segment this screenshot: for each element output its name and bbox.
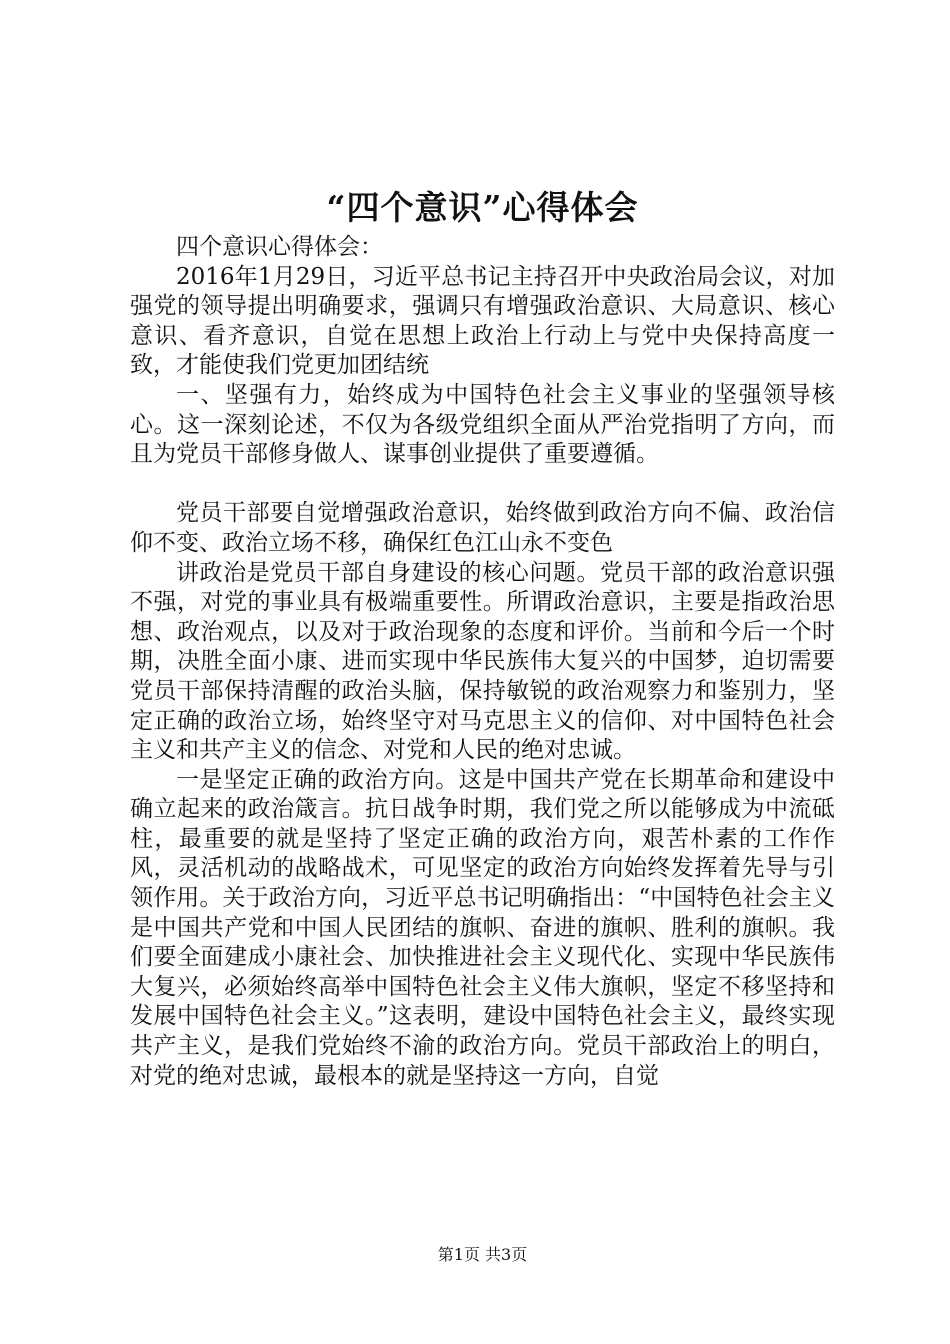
page-footer: 第1页 共3页 bbox=[437, 1245, 528, 1264]
paragraph-core-leadership: 一、坚强有力，始终成为中国特色社会主义事业的坚强领导核心。这一深刻论述，不仅为各级党组织全面从严治党指明了方向，而且为党员干部修身做人、谋事创业提供了重要遵循。 bbox=[130, 381, 835, 468]
paragraph-intro: 四个意识心得体会： bbox=[176, 234, 383, 260]
document-body bbox=[130, 233, 835, 1091]
paragraph-talk-politics: 讲政治是党员干部自身建设的核心问题。党员干部的政治意识强不强，对党的事业具有极端重要性。所谓政治意识，主要是指政治思想、政治观点，以及对于政治现象的态度和评价。当前和今后一个时期，决胜全面小康、进而实现中华民族伟大复兴的中国梦，迫切需要党员干部保持清醒的政治头脑，保持敏锐的政治观察力和鉴别力，坚定正确的政治立场，始终坚守对马克思主义的信仰、对中国特色社会主义和共产主义的信念、对党和人民的绝对忠诚。 bbox=[130, 559, 835, 764]
document-page bbox=[130, 0, 835, 1344]
paragraph-meeting: 2016年1月29日，习近平总书记主持召开中央政治局会议，对加强党的领导提出明确要求，强调只有增强政治意识、大局意识、核心意识、看齐意识，自觉在思想上政治上行动上与党中央保持高度一致，才能使我们党更加团结统 bbox=[130, 263, 835, 379]
paragraph-political-direction: 一是坚定正确的政治方向。这是中国共产党在长期革命和建设中确立起来的政治箴言。抗日战争时期，我们党之所以能够成为中流砥柱，最重要的就是坚持了坚定正确的政治方向，艰苦朴素的工作作风，灵活机动的战略战术，可见坚定的政治方向始终发挥着先导与引领作用。关于政治方向，习近平总书记明确指出：“中国特色社会主义是中国共产党和中国人民团结的旗帜、奋进的旗帜、胜利的旗帜。我们要全面建成小康社会、加快推进社会主义现代化、实现中华民族伟大复兴，必须始终高举中国特色社会主义伟大旗帜，坚定不移坚持和发展中国特色社会主义。”这表明，建设中国特色社会主义，最终实现共产主义，是我们党始终不渝的政治方向。党员干部政治上的明白，对党的绝对忠诚，最根本的就是坚持这一方向，自觉 bbox=[130, 766, 835, 1089]
paragraph-political-awareness: 党员干部要自觉增强政治意识，始终做到政治方向不偏、政治信仰不变、政治立场不移，确保红色江山永不变色 bbox=[130, 500, 835, 556]
document-title: “四个意识”心得体会 bbox=[326, 188, 639, 227]
